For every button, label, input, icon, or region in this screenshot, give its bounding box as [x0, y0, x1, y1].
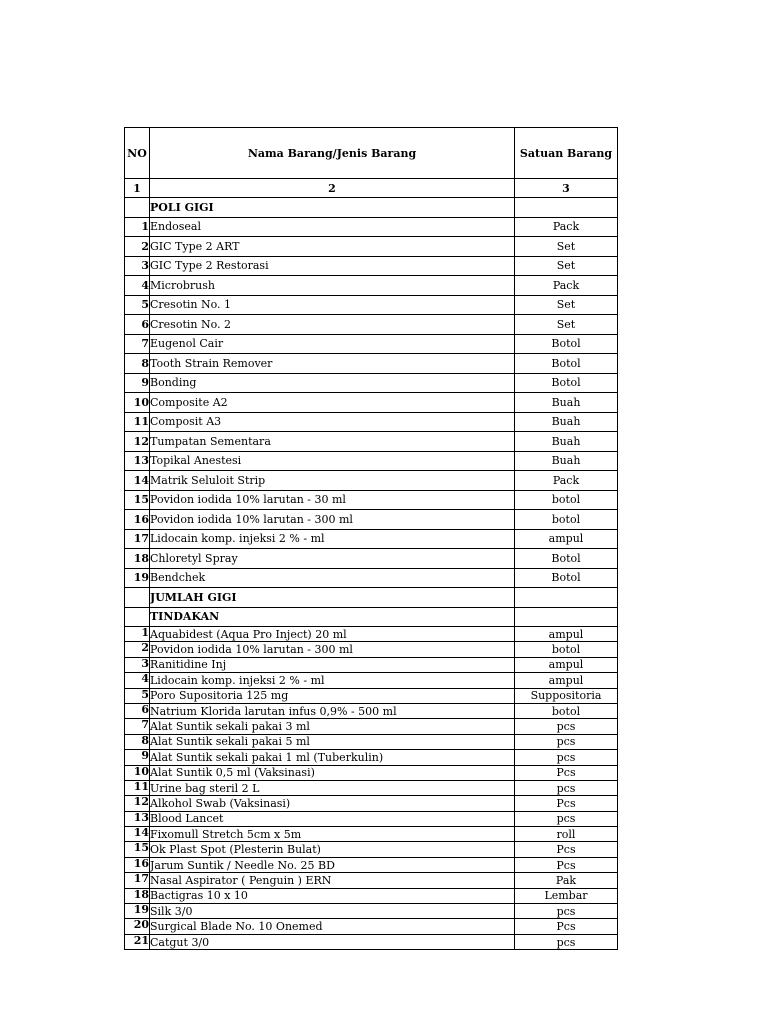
item-unit: pcs [515, 811, 618, 826]
item-no: 11 [125, 780, 150, 795]
section-unit-empty [515, 198, 618, 218]
table-row [125, 688, 618, 703]
item-no: 18 [125, 549, 150, 569]
item-no: 8 [125, 354, 150, 374]
table-row [125, 842, 618, 857]
item-name: Microbrush [150, 276, 515, 296]
item-name: Povidon iodida 10% larutan - 300 ml [150, 642, 515, 657]
item-unit: Set [515, 256, 618, 276]
item-no: 10 [125, 765, 150, 780]
item-unit: pcs [515, 734, 618, 749]
item-no: 10 [125, 393, 150, 413]
item-name: Endoseal [150, 217, 515, 237]
item-name: Fixomull Stretch 5cm x 5m [150, 827, 515, 842]
item-name: Bonding [150, 373, 515, 393]
section-total-row [125, 588, 618, 608]
section-no-empty [125, 198, 150, 218]
item-no: 2 [125, 642, 150, 657]
item-unit: botol [515, 510, 618, 530]
item-unit: roll [515, 827, 618, 842]
item-no: 5 [125, 295, 150, 315]
item-no: 15 [125, 490, 150, 510]
item-name: Composite A2 [150, 393, 515, 413]
table-row [125, 334, 618, 354]
item-unit: Set [515, 295, 618, 315]
item-unit: pcs [515, 780, 618, 795]
table-row [125, 750, 618, 765]
table-row [125, 919, 618, 934]
table-row [125, 393, 618, 413]
item-name: Surgical Blade No. 10 Onemed [150, 919, 515, 934]
item-no: 17 [125, 529, 150, 549]
table-row [125, 827, 618, 842]
inventory-table-body [125, 128, 618, 950]
item-unit: ampul [515, 657, 618, 672]
item-unit: pcs [515, 904, 618, 919]
item-unit: Botol [515, 334, 618, 354]
section-title-row [125, 198, 618, 218]
item-no: 13 [125, 451, 150, 471]
table-row [125, 765, 618, 780]
table-row [125, 780, 618, 795]
table-row [125, 237, 618, 257]
item-name: Ranitidine Inj [150, 657, 515, 672]
item-unit: Buah [515, 393, 618, 413]
item-name: Eugenol Cair [150, 334, 515, 354]
item-name: Povidon iodida 10% larutan - 30 ml [150, 490, 515, 510]
item-name: Ok Plast Spot (Plesterin Bulat) [150, 842, 515, 857]
item-no: 18 [125, 888, 150, 903]
item-name: Alat Suntik sekali pakai 5 ml [150, 734, 515, 749]
item-unit: Set [515, 315, 618, 335]
item-no: 7 [125, 719, 150, 734]
item-unit: botol [515, 642, 618, 657]
item-name: Aquabidest (Aqua Pro Inject) 20 ml [150, 627, 515, 642]
item-name: Bendchek [150, 568, 515, 588]
item-unit: ampul [515, 627, 618, 642]
table-row [125, 796, 618, 811]
item-unit: botol [515, 490, 618, 510]
item-unit: Pcs [515, 796, 618, 811]
item-no: 4 [125, 673, 150, 688]
item-no: 1 [125, 217, 150, 237]
item-unit: pcs [515, 934, 618, 949]
table-row [125, 888, 618, 903]
item-unit: Pcs [515, 842, 618, 857]
table-row [125, 857, 618, 872]
item-name: Topikal Anestesi [150, 451, 515, 471]
item-name: Bactigras 10 x 10 [150, 888, 515, 903]
item-unit: Pack [515, 471, 618, 491]
item-name: Lidocain komp. injeksi 2 % - ml [150, 673, 515, 688]
item-no: 6 [125, 703, 150, 718]
item-unit: Pcs [515, 919, 618, 934]
item-no: 7 [125, 334, 150, 354]
item-no: 16 [125, 857, 150, 872]
item-unit: Pak [515, 873, 618, 888]
table-row [125, 295, 618, 315]
header-no: NO [125, 128, 150, 179]
table-row [125, 256, 618, 276]
item-name: Chloretyl Spray [150, 549, 515, 569]
item-name: Jarum Suntik / Needle No. 25 BD [150, 857, 515, 872]
item-name: Tooth Strain Remover [150, 354, 515, 374]
total-no-empty [125, 588, 150, 608]
item-name: Tumpatan Sementara [150, 432, 515, 452]
table-row [125, 734, 618, 749]
item-name: Cresotin No. 1 [150, 295, 515, 315]
column-index-row [125, 179, 618, 198]
item-unit: Buah [515, 412, 618, 432]
item-name: Cresotin No. 2 [150, 315, 515, 335]
item-name: Catgut 3/0 [150, 934, 515, 949]
item-name: Alkohol Swab (Vaksinasi) [150, 796, 515, 811]
item-unit: botol [515, 703, 618, 718]
table-row [125, 703, 618, 718]
index-unit: 3 [515, 179, 618, 198]
table-row [125, 451, 618, 471]
header-unit: Satuan Barang [515, 128, 618, 179]
item-name: Povidon iodida 10% larutan - 300 ml [150, 510, 515, 530]
table-row [125, 217, 618, 237]
table-row [125, 673, 618, 688]
header-name: Nama Barang/Jenis Barang [150, 128, 515, 179]
item-no: 4 [125, 276, 150, 296]
table-row [125, 568, 618, 588]
item-no: 19 [125, 568, 150, 588]
section-no-empty [125, 607, 150, 627]
item-no: 12 [125, 432, 150, 452]
table-row [125, 490, 618, 510]
item-unit: Pcs [515, 857, 618, 872]
item-no: 2 [125, 237, 150, 257]
table-row [125, 549, 618, 569]
table-row [125, 412, 618, 432]
table-row [125, 276, 618, 296]
item-name: Alat Suntik 0,5 ml (Vaksinasi) [150, 765, 515, 780]
table-row [125, 719, 618, 734]
table-row [125, 373, 618, 393]
item-name: Matrik Seluloit Strip [150, 471, 515, 491]
item-no: 15 [125, 842, 150, 857]
table-row [125, 657, 618, 672]
item-no: 3 [125, 657, 150, 672]
item-name: Lidocain komp. injeksi 2 % - ml [150, 529, 515, 549]
item-unit: Buah [515, 451, 618, 471]
item-name: Alat Suntik sekali pakai 3 ml [150, 719, 515, 734]
item-no: 17 [125, 873, 150, 888]
item-name: Nasal Aspirator ( Penguin ) ERN [150, 873, 515, 888]
section-title-row [125, 607, 618, 627]
item-no: 8 [125, 734, 150, 749]
item-name: Alat Suntik sekali pakai 1 ml (Tuberkulin) [150, 750, 515, 765]
item-name: GIC Type 2 Restorasi [150, 256, 515, 276]
table-row [125, 904, 618, 919]
table-row [125, 529, 618, 549]
item-unit: Botol [515, 373, 618, 393]
table-row [125, 315, 618, 335]
item-unit: Pack [515, 217, 618, 237]
item-unit: ampul [515, 673, 618, 688]
item-unit: Botol [515, 354, 618, 374]
item-unit: Lembar [515, 888, 618, 903]
item-unit: Botol [515, 568, 618, 588]
total-unit-empty [515, 588, 618, 608]
item-unit: Pack [515, 276, 618, 296]
table-row [125, 642, 618, 657]
table-row [125, 471, 618, 491]
table-row [125, 510, 618, 530]
item-no: 9 [125, 750, 150, 765]
section-title: POLI GIGI [150, 198, 515, 218]
item-no: 21 [125, 934, 150, 949]
inventory-table [124, 127, 618, 950]
item-no: 19 [125, 904, 150, 919]
item-no: 6 [125, 315, 150, 335]
section-unit-empty [515, 607, 618, 627]
item-unit: Botol [515, 549, 618, 569]
table-row [125, 873, 618, 888]
item-no: 12 [125, 796, 150, 811]
item-unit: ampul [515, 529, 618, 549]
item-unit: Pcs [515, 765, 618, 780]
item-name: GIC Type 2 ART [150, 237, 515, 257]
item-no: 20 [125, 919, 150, 934]
item-unit: pcs [515, 750, 618, 765]
table-row [125, 811, 618, 826]
item-no: 5 [125, 688, 150, 703]
item-no: 11 [125, 412, 150, 432]
table-row [125, 354, 618, 374]
item-no: 14 [125, 471, 150, 491]
index-name: 2 [150, 179, 515, 198]
item-no: 13 [125, 811, 150, 826]
item-no: 3 [125, 256, 150, 276]
item-unit: Buah [515, 432, 618, 452]
item-name: Composit A3 [150, 412, 515, 432]
section-total-label: JUMLAH GIGI [150, 588, 515, 608]
item-unit: pcs [515, 719, 618, 734]
item-name: Poro Supositoria 125 mg [150, 688, 515, 703]
item-name: Silk 3/0 [150, 904, 515, 919]
item-no: 14 [125, 827, 150, 842]
table-row [125, 627, 618, 642]
table-row [125, 432, 618, 452]
item-no: 9 [125, 373, 150, 393]
header-row [125, 128, 618, 179]
item-unit: Suppositoria [515, 688, 618, 703]
item-name: Natrium Klorida larutan infus 0,9% - 500 ml [150, 703, 515, 718]
item-name: Urine bag steril 2 L [150, 780, 515, 795]
item-no: 1 [125, 627, 150, 642]
item-name: Blood Lancet [150, 811, 515, 826]
item-unit: Set [515, 237, 618, 257]
index-no: 1 [125, 179, 150, 198]
item-no: 16 [125, 510, 150, 530]
section-title: TINDAKAN [150, 607, 515, 627]
table-row [125, 934, 618, 949]
